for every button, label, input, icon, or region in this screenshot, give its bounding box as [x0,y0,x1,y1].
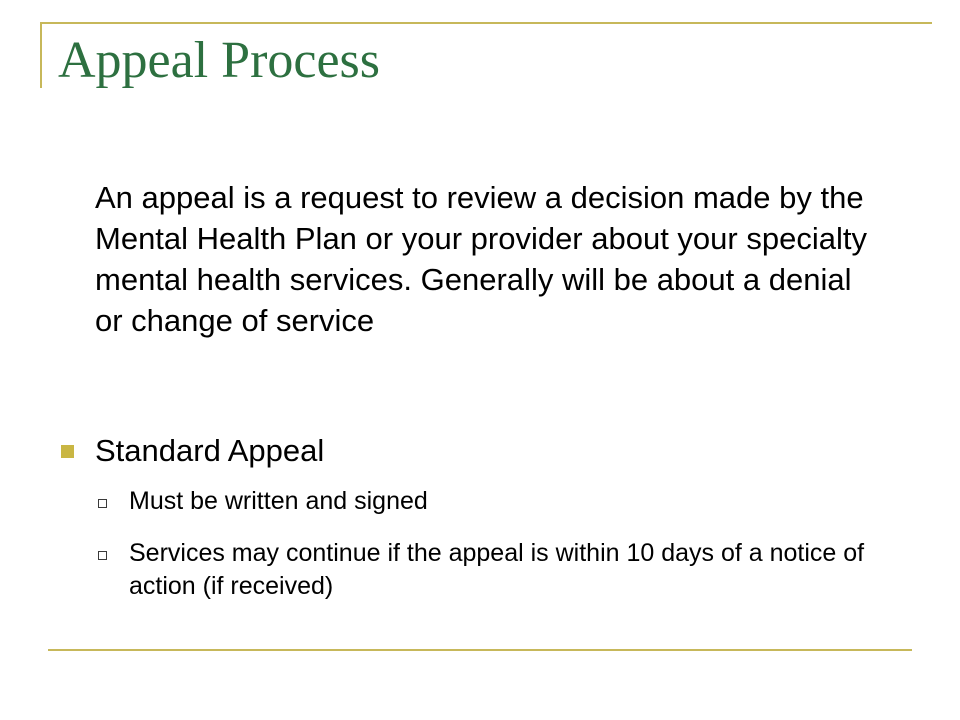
bottom-divider [48,649,912,651]
sub-bullet-text: Must be written and signed [129,487,428,515]
intro-paragraph: An appeal is a request to review a decision made by the Mental Health Plan or your provider about your specialty mental health services. Generally will be about a denial or change of service [95,180,867,338]
top-divider [40,22,932,24]
bullet-label: Standard Appeal [95,433,325,468]
left-divider [40,22,42,88]
hollow-square-icon [98,499,107,508]
sub-bullet-text: Services may continue if the appeal is within 10 days of a notice of action (if received) [129,539,865,600]
filled-square-icon [61,445,74,458]
slide-title: Appeal Process [58,32,381,89]
hollow-square-icon [98,551,107,560]
